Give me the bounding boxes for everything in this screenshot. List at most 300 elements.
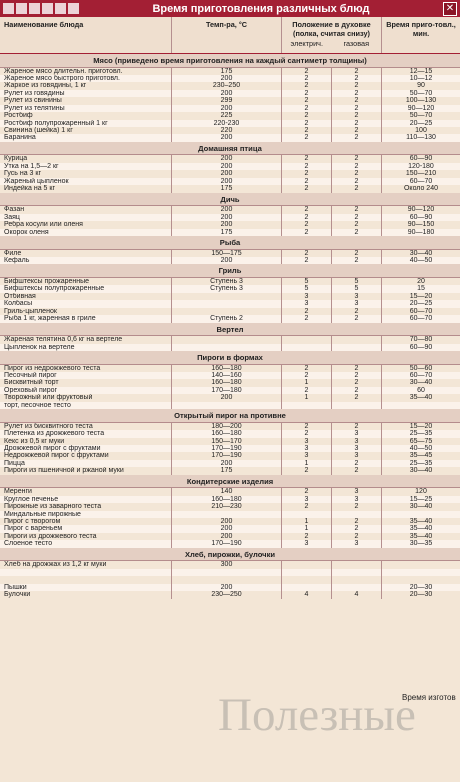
table-cell: Пирог с творогом [0, 518, 172, 525]
table-cell: Булочки [0, 591, 172, 598]
table-cell: 2 [282, 250, 332, 257]
close-icon[interactable]: ✕ [443, 2, 457, 16]
table-row [0, 344, 460, 351]
table-row [0, 518, 460, 525]
table-cell [282, 344, 332, 351]
table-cell: Ореховый пирог [0, 387, 172, 394]
table-row [0, 163, 460, 170]
table-cell: 200 [172, 533, 282, 540]
table-cell: 200 [172, 75, 282, 82]
table-cell: Ростбиф [0, 112, 172, 119]
section-header: Хлеб, пирожки, булочки [0, 548, 460, 562]
table-cell: Песочный пирог [0, 372, 172, 379]
table-cell: 40—50 [409, 445, 433, 452]
table-cell [382, 561, 460, 568]
table-cell: 2 [332, 206, 382, 213]
section-header: Дичь [0, 193, 460, 207]
table-cell: 2 [282, 170, 332, 177]
table-row [0, 430, 460, 437]
table-row [0, 540, 460, 547]
table-cell: 65—75 [409, 437, 433, 445]
table-cell [172, 402, 282, 409]
table-cell: 2 [332, 214, 382, 221]
table-cell: 200 [172, 206, 282, 213]
table-cell: Рулет из свинины [0, 97, 172, 104]
table-cell [172, 511, 282, 518]
table-row [0, 278, 460, 285]
table-cell [332, 336, 382, 343]
table-cell: Меренги [0, 488, 172, 495]
table-cell: 2 [282, 467, 332, 474]
table-cell: Ступень 2 [172, 315, 282, 322]
table-cell: Колбасы [0, 300, 172, 307]
table-cell: 2 [282, 163, 332, 170]
table-cell: Отбивная [0, 293, 172, 300]
table-row [0, 576, 460, 583]
table-cell: 4 [282, 591, 332, 598]
table-cell: 200 [172, 105, 282, 112]
window-square-icon [29, 3, 40, 14]
table-cell: 220 [172, 127, 282, 134]
table-cell: 299 [172, 97, 282, 104]
table-row [0, 285, 460, 292]
table-cell: 3 [282, 445, 332, 452]
table-cell: 4 [332, 591, 382, 598]
column-subheaders [282, 39, 381, 48]
table-cell: 2 [282, 120, 332, 127]
table-row [0, 561, 460, 568]
table-cell: 160—180 [172, 496, 282, 503]
table-cell: 225 [172, 112, 282, 119]
table-row [0, 387, 460, 394]
table-cell: 2 [332, 387, 382, 394]
table-row [0, 293, 460, 300]
table-cell [282, 569, 332, 576]
column-header-gas: газовая [343, 39, 370, 48]
table-cell: 3 [332, 452, 382, 459]
table-row [0, 112, 460, 119]
table-cell: Окорок оленя [0, 229, 172, 236]
table-cell: 15—25 [409, 495, 433, 503]
table-cell [172, 576, 282, 583]
table-cell [282, 336, 332, 343]
table-cell: 2 [332, 229, 382, 236]
table-cell: 170—180 [172, 387, 282, 394]
table-row [0, 229, 460, 236]
table-row [0, 127, 460, 134]
table-cell: Круглое печенье [0, 496, 172, 503]
table-cell: 200 [172, 257, 282, 264]
table-cell: 180—200 [172, 423, 282, 430]
table-cell [332, 402, 382, 409]
column-header-temp: Темп-ра, °С [172, 17, 282, 53]
table-cell: 2 [332, 178, 382, 185]
table-cell: 2 [282, 503, 332, 510]
table-cell: Цыпленок на вертеле [0, 344, 172, 351]
table-cell: Дрожжевой пирог с фруктами [0, 445, 172, 452]
table-cell: 2 [282, 206, 332, 213]
table-cell: Пироги из дрожжевого теста [0, 533, 172, 540]
table-row [0, 460, 460, 467]
table-cell: 2 [282, 82, 332, 89]
table-cell: 15—20 [409, 292, 433, 300]
section-header: Открытый пирог на противне [0, 409, 460, 423]
table-cell: 110—130 [406, 134, 436, 142]
table-cell: Пышки [0, 584, 172, 591]
table-cell: 1 [282, 525, 332, 532]
table-cell: 2 [332, 533, 382, 540]
table-cell: 35—40 [409, 532, 433, 540]
table-row [0, 591, 460, 598]
table-cell: 3 [282, 452, 332, 459]
table-row [0, 496, 460, 503]
table-cell: 200 [172, 90, 282, 97]
table-row [0, 206, 460, 213]
table-cell: 30—40 [409, 467, 433, 475]
table-cell: 160—180 [172, 365, 282, 372]
table-cell: 2 [332, 525, 382, 532]
table-cell: 60—90 [409, 155, 433, 163]
table-cell: 30—35 [409, 540, 433, 548]
table-cell: 150—170 [172, 438, 282, 445]
table-cell: 2 [332, 90, 382, 97]
table-cell: 60—70 [409, 315, 433, 323]
table-cell: Курица [0, 155, 172, 162]
table-row [0, 394, 460, 401]
table-cell: 2 [282, 257, 332, 264]
table-row [0, 308, 460, 315]
table-cell: 2 [332, 423, 382, 430]
table-cell: 20 [417, 277, 425, 285]
table-cell: 1 [282, 379, 332, 386]
table-cell [332, 584, 382, 591]
table-cell: 2 [332, 82, 382, 89]
table-cell: 2 [282, 221, 332, 228]
section-header: Рыба [0, 236, 460, 250]
table-row [0, 503, 460, 510]
table-cell: 200 [172, 221, 282, 228]
table-cell: Кекс из 0,5 кг муки [0, 438, 172, 445]
table-cell: 2 [282, 178, 332, 185]
table-cell: 90—120 [407, 206, 435, 214]
table-cell: Бифштексы полупрожаренные [0, 285, 172, 292]
table-cell: 2 [332, 257, 382, 264]
table-cell: 2 [282, 387, 332, 394]
table-cell: 100 [415, 127, 427, 135]
table-cell: 200 [172, 584, 282, 591]
table-cell: 2 [282, 90, 332, 97]
table-cell: 70—80 [409, 336, 433, 344]
table-cell: 3 [332, 293, 382, 300]
table-cell: 2 [282, 97, 332, 104]
table-cell: 170—190 [172, 452, 282, 459]
table-cell: 3 [332, 430, 382, 437]
table-cell: 2 [332, 467, 382, 474]
table-cell: Рулет из бисквитного теста [0, 423, 172, 430]
table-cell: Баранина [0, 134, 172, 141]
table-cell: Филе [0, 250, 172, 257]
table-cell: 2 [332, 518, 382, 525]
table-row [0, 185, 460, 192]
table-cell: 12—15 [409, 67, 433, 75]
table-cell: 30—40 [409, 503, 433, 511]
table-row [0, 488, 460, 495]
table-cell: 160—180 [172, 379, 282, 386]
table-cell: 2 [332, 379, 382, 386]
table-row [0, 365, 460, 372]
table-cell: 2 [282, 365, 332, 372]
table-cell: 3 [332, 540, 382, 547]
table-cell: 35—45 [409, 452, 433, 460]
table-row [0, 533, 460, 540]
table-row [0, 467, 460, 474]
table-row [0, 75, 460, 82]
table-cell: 2 [282, 372, 332, 379]
table-cell: 90—120 [407, 104, 435, 112]
table-cell [332, 511, 382, 518]
table-cell: Ребра косули или оленя [0, 221, 172, 228]
table-cell: 2 [332, 163, 382, 170]
table-cell: 2 [332, 372, 382, 379]
table-cell: 2 [282, 488, 332, 495]
table-cell: Жареное мясо длительн. приготовл. [0, 68, 172, 75]
table-cell: Рулет из телятины [0, 105, 172, 112]
table-cell: 175 [172, 68, 282, 75]
table-cell [282, 561, 332, 568]
table-row [0, 584, 460, 591]
section-header: Мясо (приведено время приготовления на каждый сантиметр толщины) [0, 54, 460, 68]
table-cell: 2 [332, 155, 382, 162]
table-cell: 2 [282, 185, 332, 192]
table-cell: 1 [282, 460, 332, 467]
table-cell: 50—70 [409, 112, 433, 120]
table-cell [282, 584, 332, 591]
table-cell: Гриль-цыпленок [0, 308, 172, 315]
section-header: Домашняя птица [0, 142, 460, 156]
table-row [0, 105, 460, 112]
table-cell: Около 240 [403, 185, 438, 193]
watermark: Полезные [218, 689, 416, 741]
table-cell: 3 [332, 445, 382, 452]
table-cell: 3 [332, 496, 382, 503]
table-cell: 90 [417, 82, 425, 90]
window-square-icon [42, 3, 53, 14]
table-cell: Жареный цыпленок [0, 178, 172, 185]
table-cell: 3 [282, 496, 332, 503]
table-cell: 220-230 [172, 120, 282, 127]
table-cell: 3 [332, 438, 382, 445]
table-cell: 40—50 [409, 256, 433, 264]
table-cell: 2 [282, 423, 332, 430]
table-cell: Слоеное тесто [0, 540, 172, 547]
table-cell: Пирожные из заварного теста [0, 503, 172, 510]
table-row [0, 97, 460, 104]
table-row [0, 315, 460, 322]
table-cell: 2 [282, 533, 332, 540]
table-cell: 15—20 [409, 422, 433, 430]
table-cell: 2 [332, 250, 382, 257]
table-cell: Жареная телятина 0,6 кг на вертеле [0, 336, 172, 343]
table-cell: Рулет из говядины [0, 90, 172, 97]
table-row [0, 452, 460, 459]
table-cell: 2 [282, 112, 332, 119]
table-row [0, 134, 460, 141]
table-cell: 10—12 [409, 74, 433, 82]
table-cell: 2 [282, 134, 332, 141]
table-row [0, 438, 460, 445]
table-cell: 3 [282, 540, 332, 547]
table-cell: 300 [172, 561, 282, 568]
title-bar [0, 0, 460, 17]
table-cell: 60 [417, 386, 425, 394]
table-cell: 2 [282, 127, 332, 134]
table-cell: 120-180 [408, 162, 434, 170]
table-cell: 60—70 [409, 177, 433, 185]
table-cell: 2 [282, 155, 332, 162]
section-header: Вертел [0, 323, 460, 337]
table-cell: 2 [332, 460, 382, 467]
table-row [0, 372, 460, 379]
table-cell: 3 [332, 488, 382, 495]
table-cell: 200 [172, 214, 282, 221]
table-cell: 2 [332, 315, 382, 322]
table-row [0, 82, 460, 89]
section-header: Кондитерские изделия [0, 475, 460, 489]
table-cell: 2 [282, 229, 332, 236]
table-header [0, 17, 460, 54]
table-cell [332, 569, 382, 576]
table-cell: Пирог из недрожжевого теста [0, 365, 172, 372]
table-cell: 2 [332, 394, 382, 401]
table-cell: Пироги из пшеничной и ржаной муки [0, 467, 172, 474]
table-cell [172, 569, 282, 576]
table-cell: Кефаль [0, 257, 172, 264]
table-cell: 35—40 [409, 525, 433, 533]
table-cell: 5 [282, 278, 332, 285]
table-cell: 120 [415, 488, 427, 496]
table-cell: 140 [172, 488, 282, 495]
table-cell: 175 [172, 185, 282, 192]
table-cell: 170—190 [172, 540, 282, 547]
table-row [0, 423, 460, 430]
table-cell: 2 [332, 221, 382, 228]
table-cell [332, 576, 382, 583]
table-cell: Миндальные пирожные [0, 511, 172, 518]
table-cell: 2 [332, 97, 382, 104]
table-cell: 20—25 [409, 119, 433, 127]
table-cell: 30—40 [409, 379, 433, 387]
table-cell: 2 [332, 134, 382, 141]
table-cell: 50—60 [409, 364, 433, 372]
table-cell: 25—35 [409, 430, 433, 438]
table-cell [282, 511, 332, 518]
table-cell [332, 344, 382, 351]
column-header-position-label: Положение в духовке (полка, считая снизу) [292, 20, 371, 38]
table-cell: 2 [332, 120, 382, 127]
table-cell: 200 [172, 394, 282, 401]
window-square-icon [68, 3, 79, 14]
table-cell: Свинина (шейка) 1 кг [0, 127, 172, 134]
table-row [0, 257, 460, 264]
table-cell: 210—230 [172, 503, 282, 510]
table-cell: 2 [332, 75, 382, 82]
table-cell: 60—70 [409, 307, 433, 315]
table-row [0, 155, 460, 162]
table-cell: Ростбиф полупрожаренный 1 кг [0, 120, 172, 127]
table-cell: 175 [172, 467, 282, 474]
table-cell: 2 [332, 308, 382, 315]
table-cell: 150—210 [405, 170, 437, 178]
table-cell: торт, песочное тесто [0, 402, 172, 409]
section-header: Пироги в формах [0, 351, 460, 365]
table-cell: 200 [172, 163, 282, 170]
table-row [0, 178, 460, 185]
table-cell: Ступень 3 [172, 278, 282, 285]
table-row [0, 402, 460, 409]
table-cell [172, 336, 282, 343]
table-cell: Жареное мясо быстрого приготовл. [0, 75, 172, 82]
table-cell: 200 [172, 134, 282, 141]
table-cell: 150—175 [172, 250, 282, 257]
table-body [0, 54, 460, 599]
table-cell [0, 576, 172, 583]
table-cell: 200 [172, 525, 282, 532]
table-cell: 30—40 [409, 249, 433, 257]
table-cell: 170—190 [172, 445, 282, 452]
column-header-electric: электрич. [290, 39, 323, 48]
table-cell [172, 308, 282, 315]
table-cell: Ступень 3 [172, 285, 282, 292]
table-cell: 175 [172, 229, 282, 236]
column-header-time: Время приго-товл., мин. [386, 20, 456, 38]
column-header-name: Наименование блюда [0, 17, 172, 53]
table-cell: Бисквитный торт [0, 379, 172, 386]
table-cell: 2 [282, 68, 332, 75]
table-row [0, 221, 460, 228]
table-cell [172, 300, 282, 307]
window-square-icon [16, 3, 27, 14]
table-row [0, 90, 460, 97]
table-cell: Плетенка из дрожжевого теста [0, 430, 172, 437]
table-cell: Утка на 1,5—2 кг [0, 163, 172, 170]
table-cell [382, 576, 460, 583]
table-cell: 2 [282, 315, 332, 322]
window-square-icon [55, 3, 66, 14]
page-title: Время приготовления различных блюд [152, 2, 370, 15]
table-cell: 3 [282, 300, 332, 307]
table-cell [382, 402, 460, 409]
table-cell: 3 [282, 293, 332, 300]
table-cell: 25—35 [409, 459, 433, 467]
table-cell: 15 [417, 285, 425, 293]
column-header-position [282, 17, 382, 53]
table-cell: 200 [172, 155, 282, 162]
table-row [0, 511, 460, 518]
table-cell: 2 [282, 105, 332, 112]
table-row [0, 250, 460, 257]
table-cell: 2 [332, 185, 382, 192]
table-cell: Заяц [0, 214, 172, 221]
section-header: Гриль [0, 264, 460, 278]
window-square-icon [3, 3, 14, 14]
table-row [0, 445, 460, 452]
table-cell [282, 402, 332, 409]
table-cell: 200 [172, 460, 282, 467]
table-cell: 60—90 [409, 343, 433, 351]
table-cell: Жаркое из говядины, 1 кг [0, 82, 172, 89]
table-cell: 1 [282, 518, 332, 525]
table-row [0, 336, 460, 343]
